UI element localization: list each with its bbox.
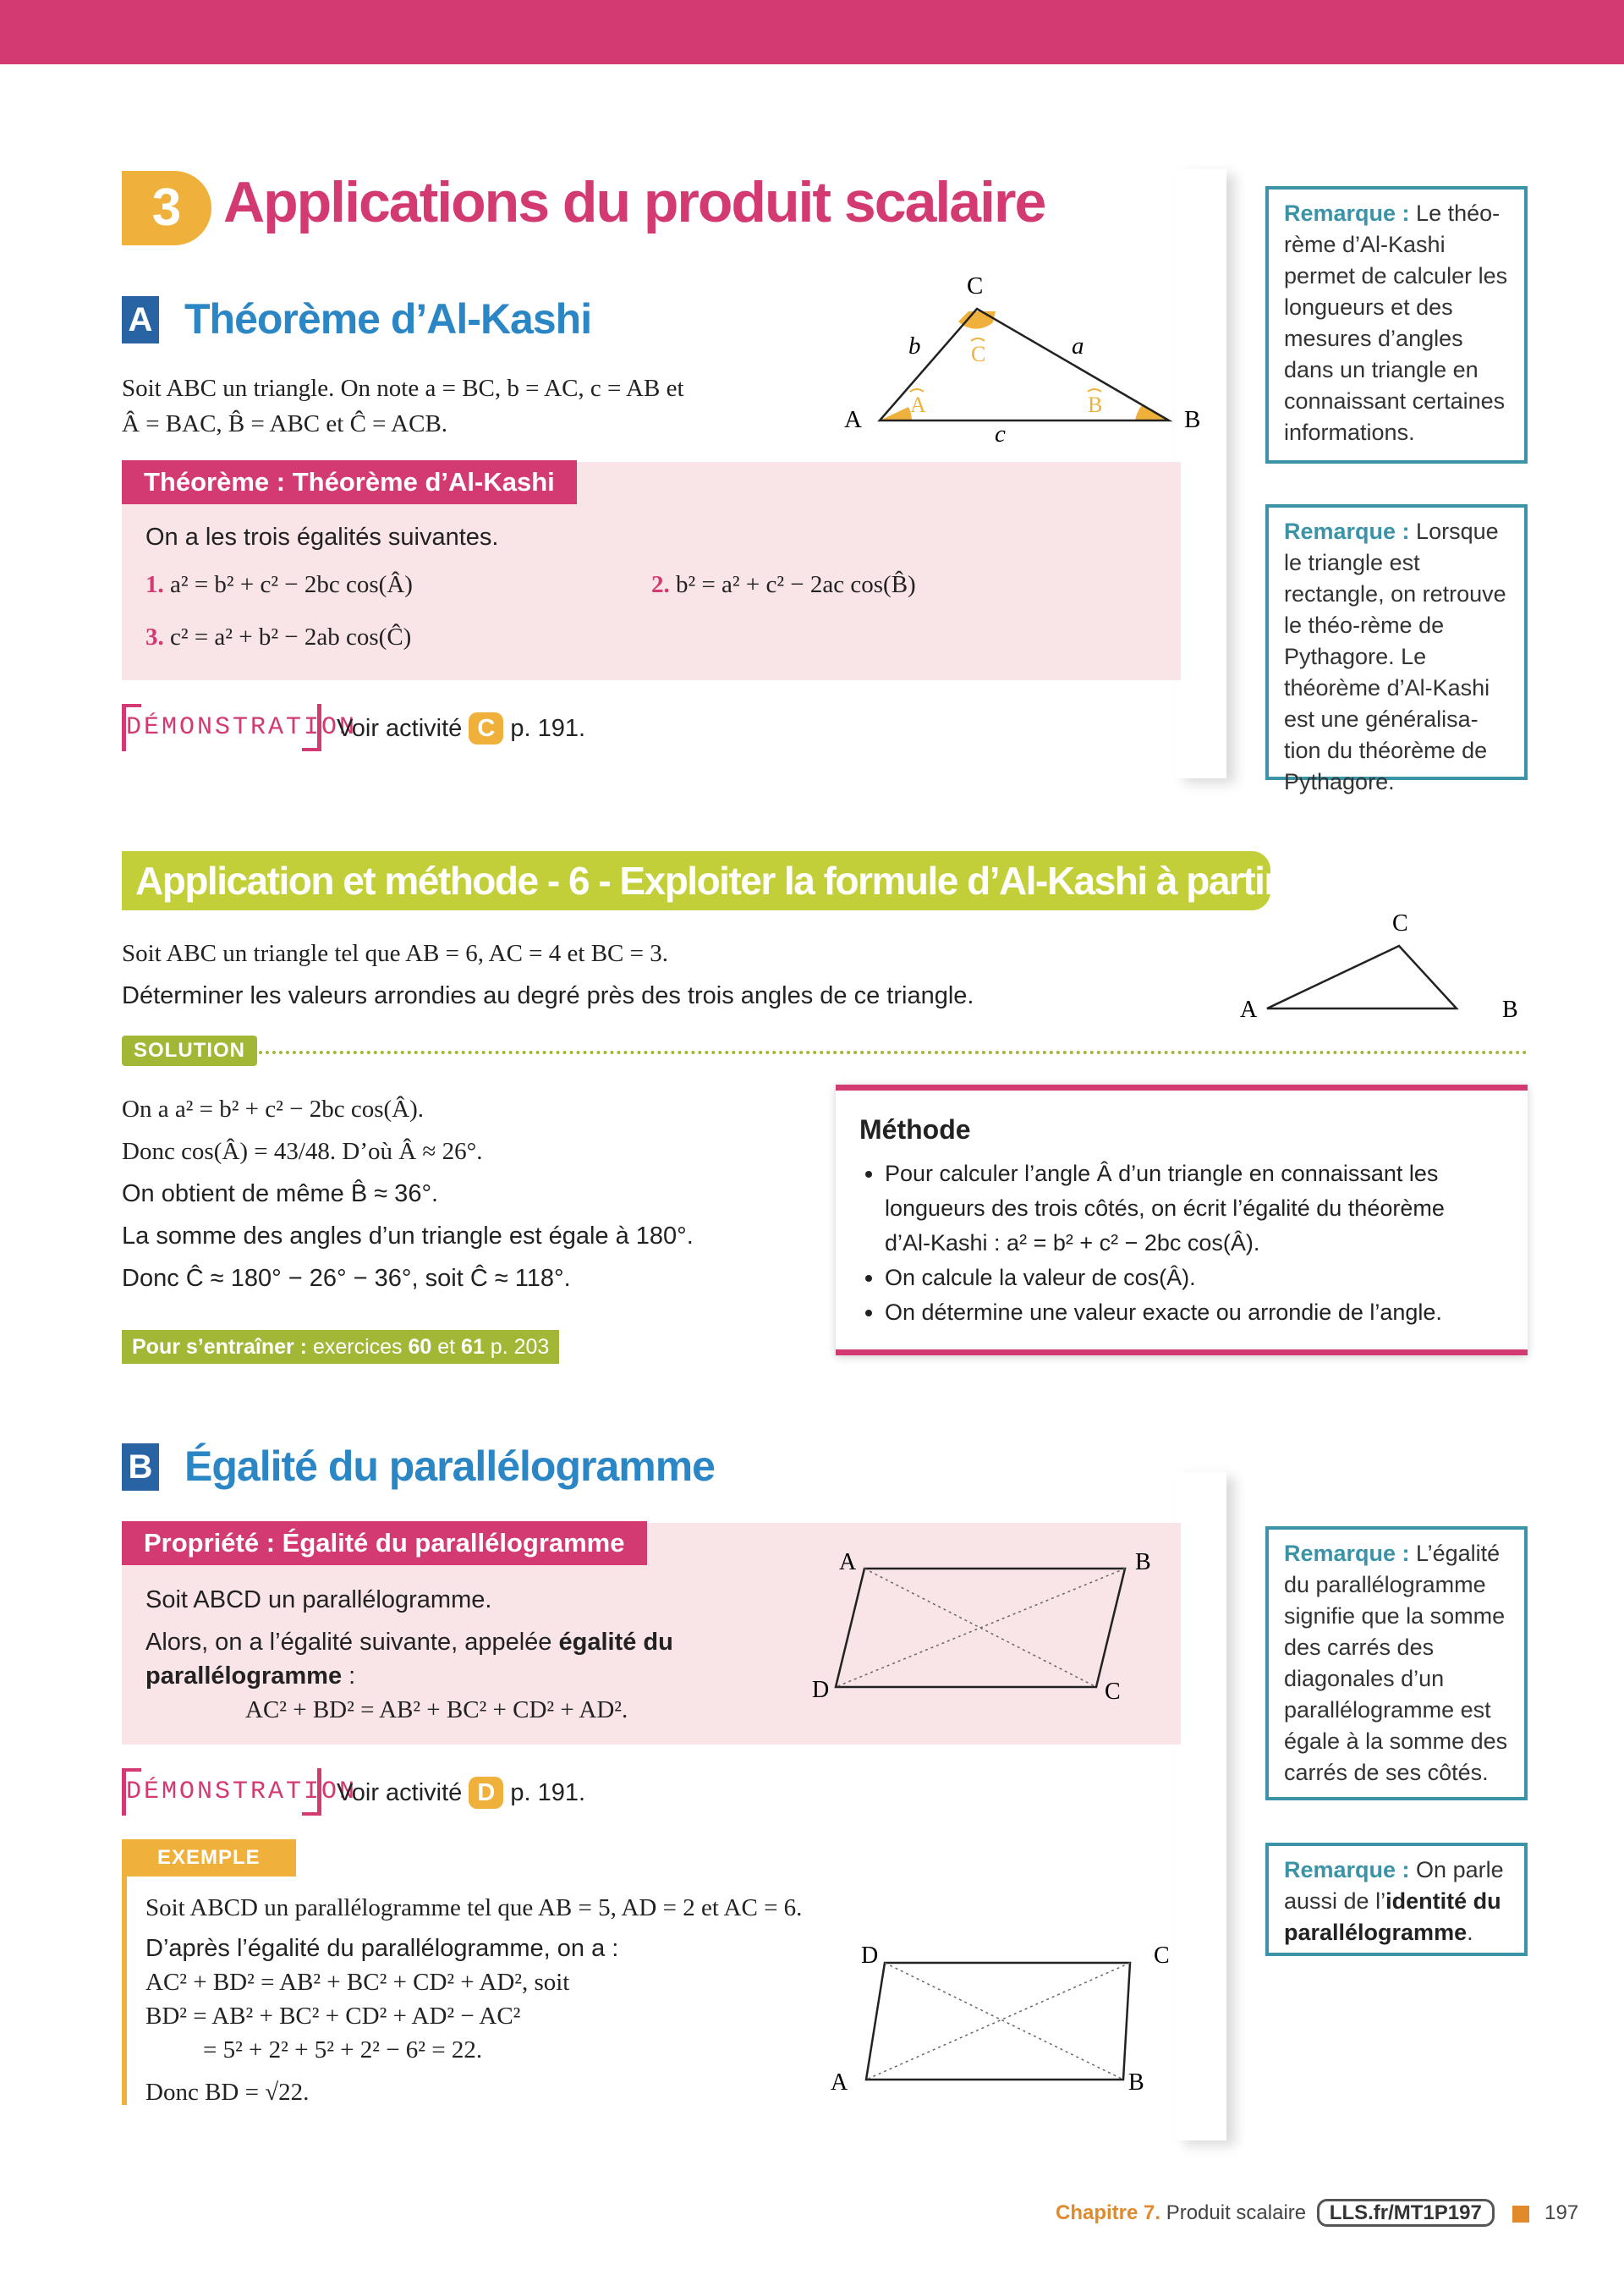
solution-chip: SOLUTION (122, 1036, 257, 1066)
application-statement-1: Soit ABC un triangle tel que AB = 6, AC = 4 et BC = 3. (122, 940, 669, 967)
demonstration-text: Voir activité (337, 715, 463, 742)
practice-and: et (431, 1335, 462, 1359)
solution-line-2: Donc cos(Â) = 43/48. D’où Â ≈ 26°. (122, 1138, 483, 1165)
para1-label-c: C (1105, 1679, 1121, 1705)
app-label-b: B (1502, 997, 1518, 1023)
theorem-intro: On a les trois égalités suivantes. (145, 524, 499, 551)
example-line-6: Donc BD = √22. (145, 2079, 310, 2106)
para1-label-a: A (839, 1549, 857, 1575)
solution-line-1: On a a² = b² + c² − 2bc cos(Â). (122, 1096, 424, 1123)
method-item-3: • On détermine une valeur exacte ou arrondie de l’angle. (885, 1295, 1494, 1330)
property-line-3 (145, 1658, 355, 1694)
footer-chapter-title: Produit scalaire (1160, 2201, 1307, 2224)
property-line-1: Soit ABCD un parallélogramme. (145, 1586, 492, 1613)
method-item-2: • On calcule la valeur de cos(Â). (885, 1261, 1494, 1295)
label-vertex-a: A (844, 406, 862, 433)
solution-line-4: La somme des angles d’un triangle est égale à 180°. (122, 1223, 694, 1250)
method-item-1: • Pour calculer l’angle Â d’un triangle en connaissant les longueurs des trois côtés, on écrit l’égalité du théorème d’Al-Kashi : a² = b² + c² − 2bc cos(Â). (885, 1157, 1494, 1261)
label-side-b: b (908, 332, 921, 360)
triangle-figure (837, 267, 1210, 444)
parallelogram-figure-2 (820, 1937, 1184, 2107)
intro-line-2: Â = BAC, B̂ = ABC et Ĉ = ACB. (122, 410, 448, 437)
example-line-3: AC² + BD² = AB² + BC² + CD² + AD², soit (145, 1969, 570, 1996)
angle-c-mark (958, 311, 996, 329)
theorem-label: Théorème : Théorème d’Al-Kashi (122, 460, 577, 504)
demonstration-badge-b: DÉMONSTRATION (122, 1768, 321, 1816)
method-list (859, 1157, 1494, 1330)
practice-label: Pour s’entraîner : (132, 1335, 307, 1359)
intro-line-1: Soit ABC un triangle. On note a = BC, b = AC, c = AB et (122, 375, 684, 402)
section-number: 3 (122, 171, 211, 245)
equation-3 (145, 619, 411, 655)
part-b-letter: B (122, 1443, 159, 1491)
equation-3-number: 3. (145, 624, 164, 651)
remark-box-2 (1265, 504, 1528, 794)
practice-text: exercices (307, 1335, 409, 1359)
page-number: 197 (1544, 2201, 1579, 2224)
remark-1-text: Le théo-rème d’Al-Kashi permet de calculer les longueurs et des mesures d’angles dans un triangle en connaissant certaines informations. (1284, 201, 1508, 445)
label-vertex-c: C (967, 272, 984, 299)
footer-chapter: Chapitre 7. (1056, 2201, 1161, 2224)
part-a-title: Théorème d’Al-Kashi (184, 295, 592, 343)
label-side-c: c (995, 420, 1006, 444)
solution-line-5: Donc Ĉ ≈ 180° − 26° − 36°, soit Ĉ ≈ 118°. (122, 1265, 571, 1292)
property-line-3-bold: parallélogramme (145, 1662, 343, 1690)
remark-3-text: L’égalité du parallélogramme signifie que la somme des carrés des diagonales d’un parallélogramme est égale à la somme des carrés de ses côtés. (1284, 1541, 1508, 1785)
example-side-bar (122, 1877, 127, 2105)
app-label-c: C (1392, 910, 1408, 937)
app-label-a: A (1240, 997, 1258, 1023)
footer-link[interactable]: LLS.fr/MT1P197 (1317, 2199, 1495, 2227)
label-vertex-b: B (1184, 406, 1201, 433)
equation-2-number: 2. (651, 571, 670, 598)
demonstration-text-b: Voir activité (337, 1779, 463, 1806)
remark-box-1 (1265, 186, 1528, 464)
activity-chip-b[interactable]: D (469, 1777, 503, 1809)
page-footer (1056, 2201, 1578, 2225)
equation-1 (145, 567, 413, 602)
para1-label-d: D (812, 1677, 830, 1703)
label-angle-a: A (910, 393, 926, 417)
equation-2 (651, 567, 916, 602)
property-line-2-text: Alors, on a l’égalité suivante, appelée (145, 1629, 559, 1656)
remark-1-label: Remarque : (1284, 201, 1410, 226)
example-line-4: BD² = AB² + BC² + CD² + AD² − AC² (145, 2003, 521, 2030)
solution-line-3: On obtient de même B̂ ≈ 36°. (122, 1180, 439, 1207)
remark-box-3 (1265, 1526, 1528, 1800)
remark-4-bold: identité du parallélogramme (1284, 1888, 1501, 1945)
method-box (836, 1085, 1528, 1355)
example-line-2: D’après l’égalité du parallélogramme, on a : (145, 1935, 619, 1962)
footer-square-icon (1512, 2206, 1529, 2223)
para2-label-b: B (1128, 2069, 1144, 2096)
property-line-2-bold: égalité du (558, 1629, 673, 1656)
example-line-1: Soit ABCD un parallélogramme tel que AB = 5, AD = 2 et AC = 6. (145, 1894, 803, 1921)
label-angle-b: B (1088, 393, 1103, 417)
remark-2-text: Lorsque le triangle est rectangle, on retrouve le théo-rème de Pythagore. Le théorème d’Al-Kashi est une généralisa-tion du théorème de Pythagore. (1284, 519, 1506, 794)
remark-4-end: . (1467, 1920, 1473, 1945)
top-color-bar (0, 0, 1624, 64)
example-chip: EXEMPLE (122, 1839, 296, 1877)
example-line-5: = 5² + 2² + 5² + 2² − 6² = 22. (203, 2036, 483, 2063)
practice-ex-2: 61 (461, 1335, 485, 1359)
equation-3-text: c² = a² + b² − 2ab cos(Ĉ) (170, 624, 412, 651)
application-statement-2: Déterminer les valeurs arrondies au degré près des trois angles de ce triangle. (122, 982, 974, 1009)
activity-chip[interactable]: C (469, 712, 503, 745)
para2-label-d: D (861, 1943, 879, 1969)
remark-box-4 (1265, 1843, 1528, 1956)
right-margin-panel-top (1176, 169, 1226, 778)
practice-ex-1: 60 (408, 1335, 432, 1359)
equation-1-number: 1. (145, 571, 164, 598)
property-line-3-text: : (342, 1662, 356, 1690)
part-a-letter: A (122, 296, 159, 343)
application-banner: Application et méthode - 6 - Exploiter la formule d’Al-Kashi à partir des trois longueurs (122, 851, 1270, 910)
equation-2-text: b² = a² + c² − 2ac cos(B̂) (676, 571, 916, 598)
demonstration-badge: DÉMONSTRATION (122, 704, 321, 751)
demonstration-link[interactable] (337, 711, 585, 746)
remark-2-label: Remarque : (1284, 519, 1410, 544)
practice-box[interactable] (122, 1330, 559, 1364)
property-label: Propriété : Égalité du parallélogramme (122, 1521, 647, 1565)
demonstration-page: p. 191. (510, 715, 586, 742)
para1-label-b: B (1135, 1549, 1151, 1575)
remark-4-label: Remarque : (1284, 1857, 1410, 1882)
remark-4-text: On parle aussi de l’ (1284, 1857, 1504, 1914)
para2-label-c: C (1154, 1943, 1170, 1969)
part-b-title: Égalité du parallélogramme (184, 1442, 715, 1490)
equation-1-text: a² = b² + c² − 2bc cos(Â) (170, 571, 413, 598)
property-formula: AC² + BD² = AB² + BC² + CD² + AD². (245, 1696, 628, 1723)
demonstration-page-b: p. 191. (510, 1779, 586, 1806)
section-title: Applications du produit scalaire (223, 170, 1045, 234)
method-title: Méthode (859, 1114, 971, 1145)
label-angle-c: C (971, 342, 986, 366)
para2-label-a: A (831, 2069, 848, 2096)
demonstration-link-b[interactable] (337, 1775, 585, 1811)
remark-3-label: Remarque : (1284, 1541, 1410, 1566)
application-triangle-figure (1226, 902, 1539, 1029)
parallelogram-figure-1 (804, 1548, 1167, 1717)
property-line-2 (145, 1624, 673, 1660)
solution-dotted-line (245, 1051, 1528, 1054)
practice-page: p. 203 (484, 1335, 550, 1359)
label-side-a: a (1072, 332, 1084, 360)
